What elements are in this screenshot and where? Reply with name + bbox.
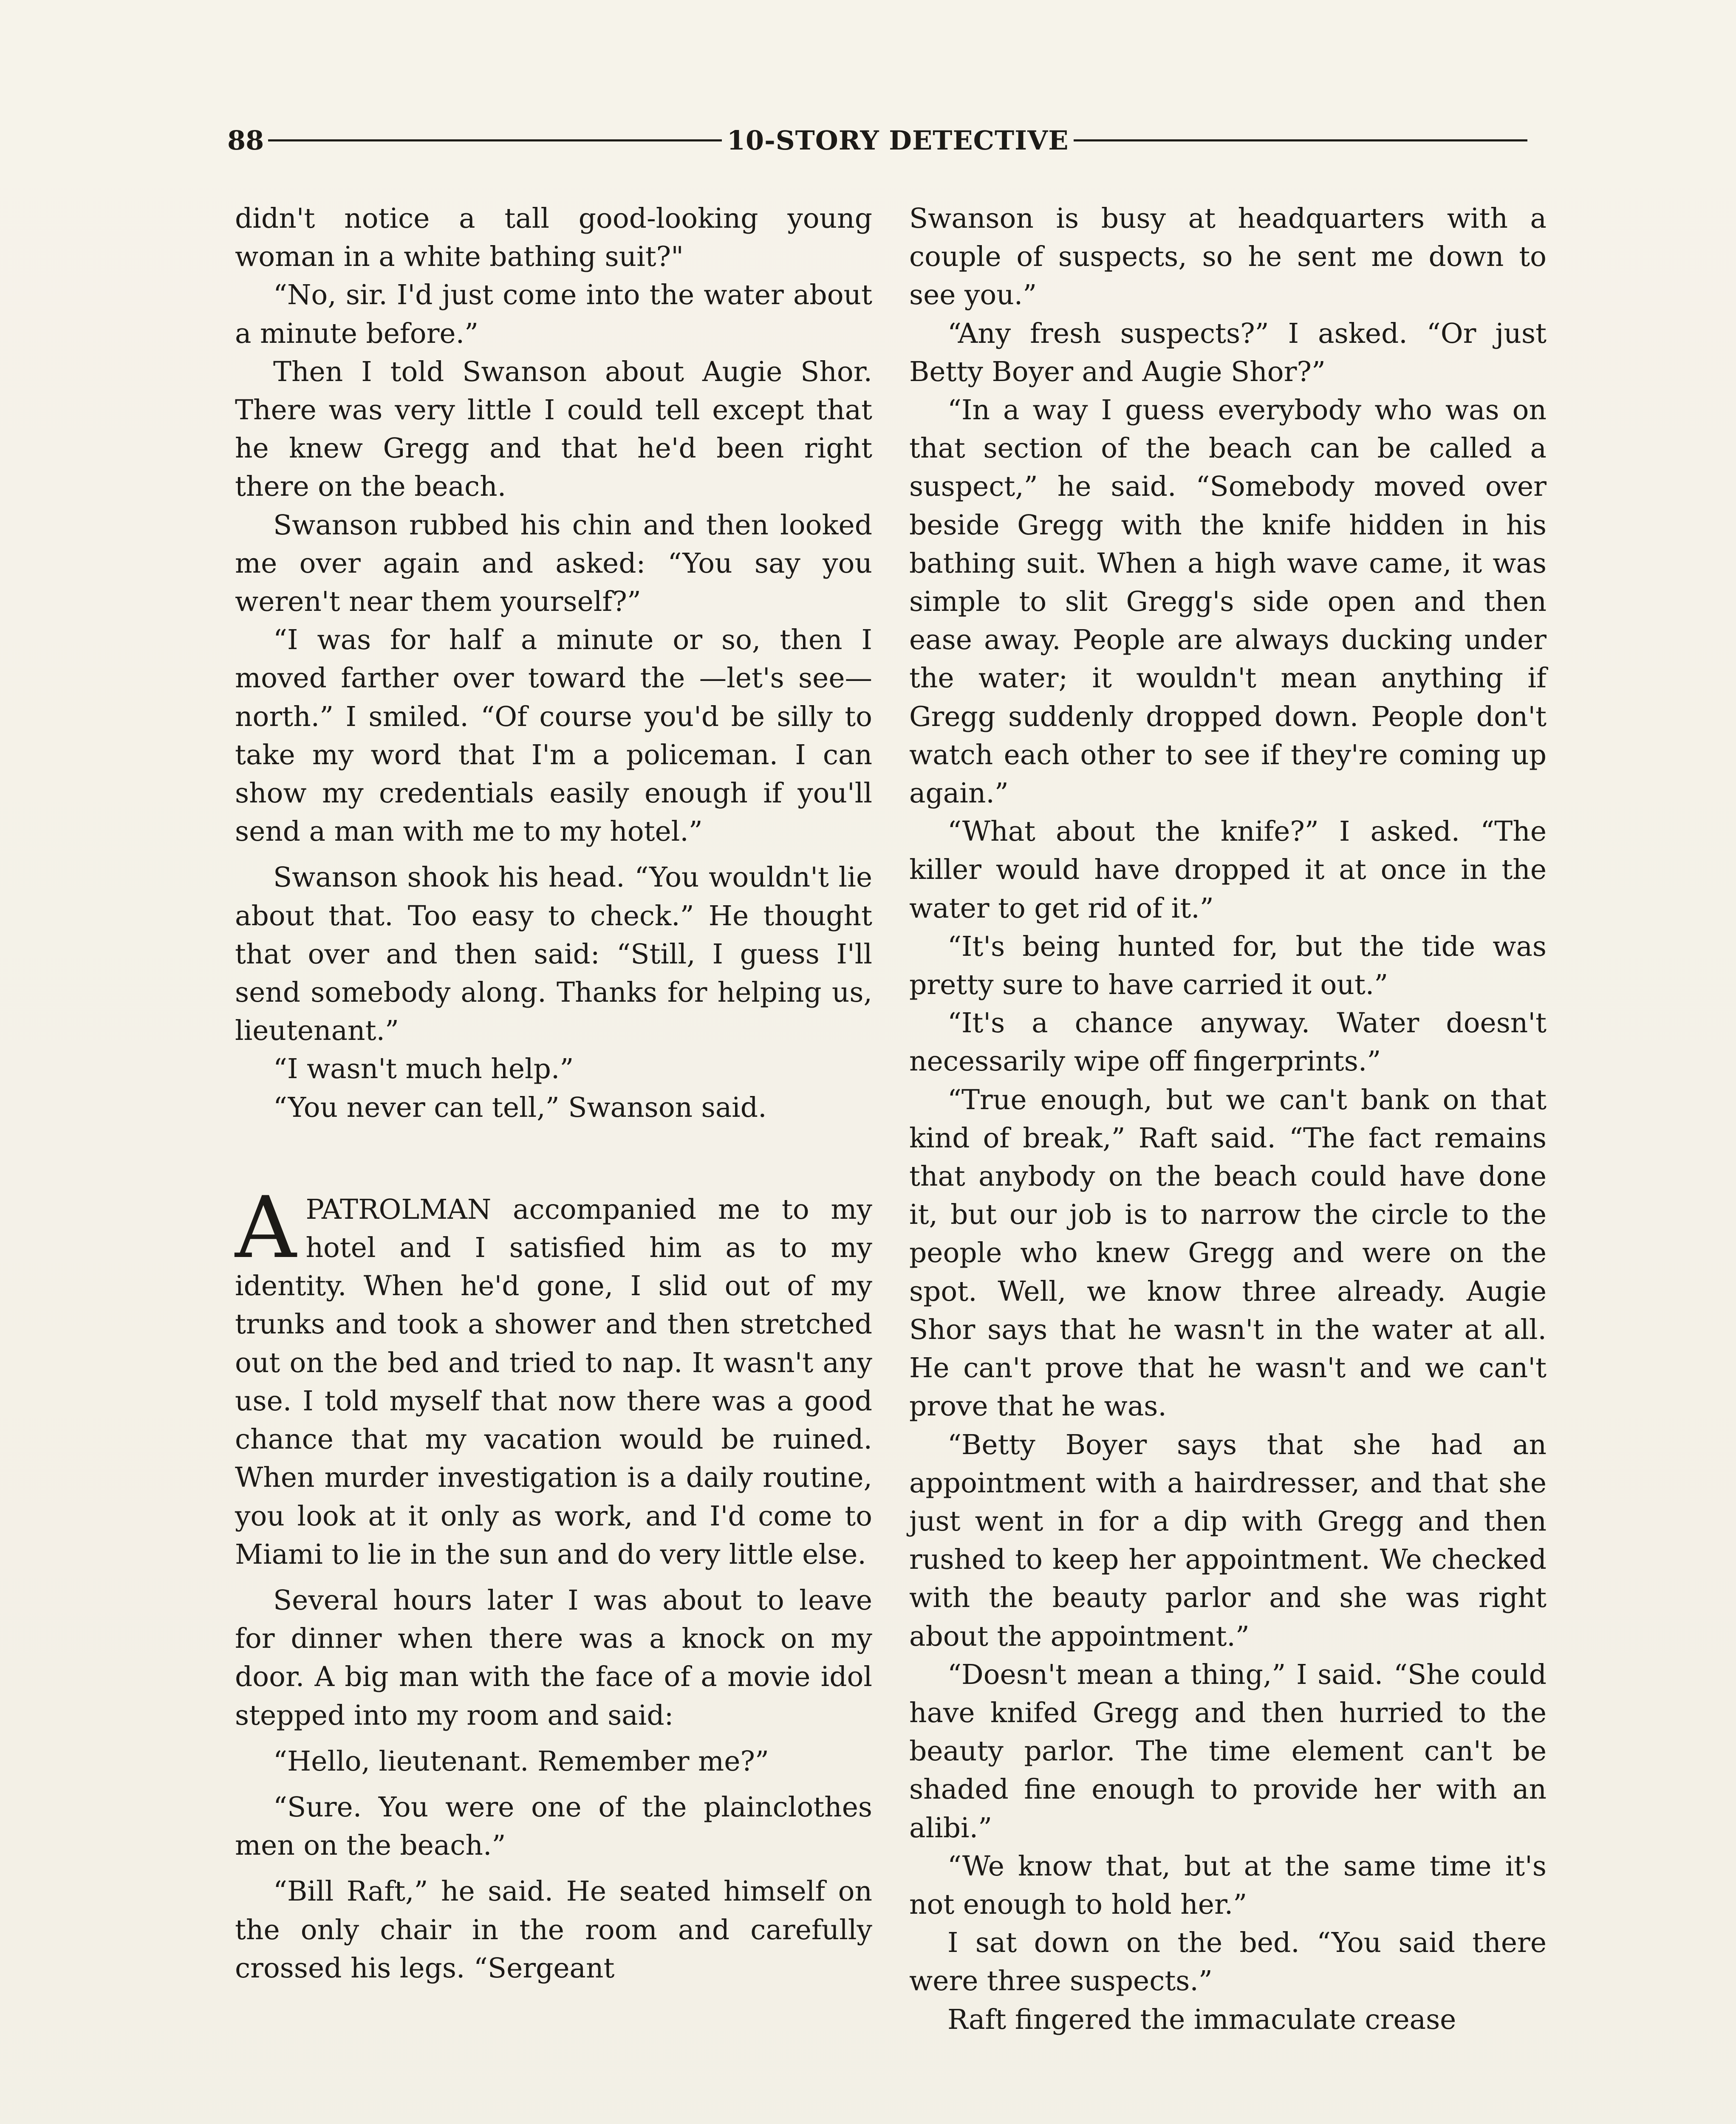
- paragraph: Several hours later I was about to leave for dinner when there was a knock on my door. A big man with the face of a movie idol stepped into my room and said:: [235, 1584, 872, 1731]
- paragraph: “No, sir. I'd just come into the water about a minute before.”: [235, 279, 872, 350]
- paragraph: “What about the knife?” I asked. “The killer would have dropped it at once in the water to get rid of it.”: [909, 816, 1547, 924]
- paragraph: “I was for half a minute or so, then I moved farther over toward the —let's see—north.” I smiled. “Of course you'd be silly to take my word that I'm a policeman. I can show my credentials easily enough if you'll send a man with me to my hotel.”: [235, 624, 872, 848]
- paragraph: Swanson rubbed his chin and then looked me over again and asked: “You say you weren't near them yourself?”: [235, 509, 872, 618]
- header-rule-right: [1074, 139, 1527, 141]
- paragraph: I sat down on the bed. “You said there were three suspects.”: [909, 1927, 1547, 1997]
- paragraph: “Sure. You were one of the plainclothes men on the beach.”: [235, 1791, 872, 1862]
- section-opening-text: PATROLMAN accompanied me to my hotel and I satisfied him as to my identity. When he'd gone, I slid out of my trunks and took a shower and then stretched out on the bed and tried to nap. It wasn't any use. I told myself that now there was a good chance that my vacation would be ruined. When murder investigation is a daily routine, you look at it only as work, and I'd come to Miami to lie in the sun and do very little else.: [235, 1193, 872, 1570]
- paragraph: “It's a chance anyway. Water doesn't necessarily wipe off fingerprints.”: [909, 1007, 1547, 1078]
- paragraph: “Betty Boyer says that she had an appointment with a hairdresser, and that she just went in for a dip with Gregg and then rushed to keep her appointment. We checked with the beauty parlor and she was right about the appointment.”: [909, 1429, 1547, 1652]
- running-title: 10-STORY DETECTIVE: [727, 124, 1069, 156]
- paragraph: “Bill Raft,” he said. He seated himself on the only chair in the room and carefully crossed his legs. “Sergeant: [235, 1875, 872, 1984]
- paragraph: “You never can tell,” Swanson said.: [273, 1091, 767, 1124]
- paragraph: didn't notice a tall good-looking young woman in a white bathing suit?": [235, 203, 872, 273]
- paragraph: “I wasn't much help.”: [273, 1053, 574, 1085]
- paragraph: “In a way I guess everybody who was on that section of the beach can be called a suspect,” he said. “Somebody moved over beside Gregg with the knife hidden in his bathing suit. When a high wave came, it was simple to slit Gregg's side open and then ease away. People are always ducking under the water; it wouldn't mean anything if Gregg suddenly dropped down. People don't watch each other to see if they're coming up again.”: [909, 394, 1547, 810]
- paragraph: “We know that, but at the same time it's not enough to hold her.”: [909, 1850, 1547, 1921]
- paragraph: Then I told Swanson about Augie Shor. There was very little I could tell except that he knew Gregg and that he'd been right there on the beach.: [235, 356, 872, 503]
- paragraph: “It's being hunted for, but the tide was pretty sure to have carried it out.”: [909, 930, 1547, 1001]
- paragraph: Raft fingered the immaculate crease: [947, 2003, 1456, 2036]
- left-column: [235, 200, 872, 1988]
- paragraph: “Hello, lieutenant. Remember me?”: [273, 1745, 769, 1777]
- header-rule-left: [268, 139, 722, 141]
- paragraph: “True enough, but we can't bank on that kind of break,” Raft said. “The fact remains that anybody on the beach could have done it, but our job is to narrow the circle to the people who knew Gregg and were on the spot. Well, we know three already. Augie Shor says that he wasn't in the water at all. He can't prove that he wasn't and we can't prove that he was.: [909, 1084, 1547, 1423]
- paragraph: Swanson is busy at headquarters with a couple of suspects, so he sent me down to see you.”: [909, 203, 1547, 311]
- paragraph: “Doesn't mean a thing,” I said. “She could have knifed Gregg and then hurried to the beauty parlor. The time element can't be shaded fine enough to provide her with an alibi.”: [909, 1658, 1547, 1844]
- drop-cap: A: [235, 1178, 297, 1277]
- paragraph: “Any fresh suspects?” I asked. “Or just Betty Boyer and Augie Shor?”: [909, 317, 1547, 388]
- running-header: [227, 123, 1527, 157]
- right-column: [909, 200, 1547, 2039]
- page-number: 88: [227, 124, 264, 156]
- section-opening-paragraph: [235, 1178, 872, 1574]
- paragraph: Swanson shook his head. “You wouldn't lie about that. Too easy to check.” He thought that over and then said: “Still, I guess I'll send somebody along. Thanks for helping us, lieutenant.”: [235, 861, 872, 1047]
